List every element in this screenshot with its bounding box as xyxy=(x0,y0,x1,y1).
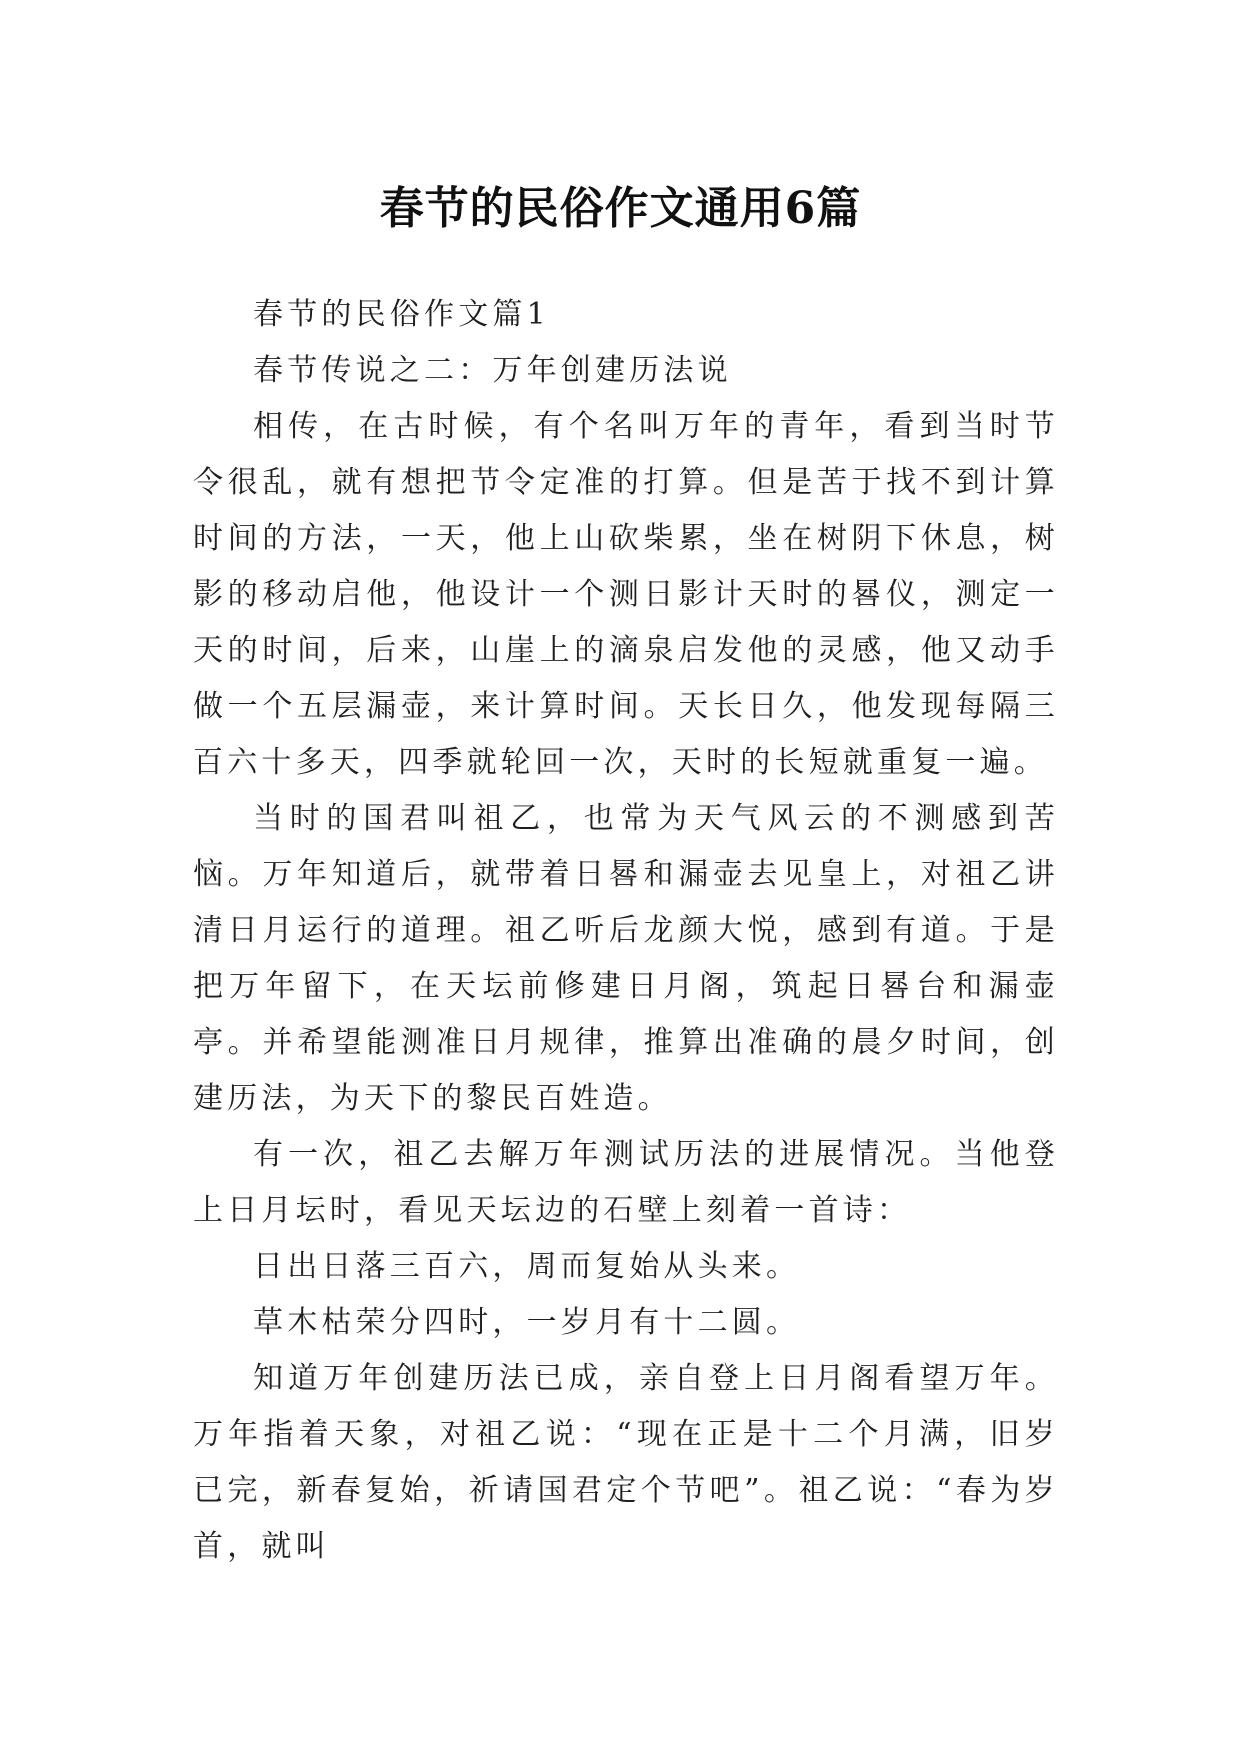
paragraph: 知道万年创建历法已成，亲自登上日月阁看望万年。万年指着天象，对祖乙说：“现在正是十二个月满，旧岁已完，新春复始，祈请国君定个节吧”。祖乙说：“春为岁首，就叫 xyxy=(193,1361,1059,1564)
paragraph: 相传，在古时候，有个名叫万年的青年，看到当时节令很乱，就有想把节令定准的打算。但是苦于找不到计算时间的方法，一天，他上山砍柴累，坐在树阴下休息，树影的移动启他，他设计一个测日影计天时的晷仪，测定一天的时间，后来，山崖上的滴泉启发他的灵感，他又动手做一个五层漏壶，来计算时间。天长日久，他发现每隔三百六十多天，四季就轮回一次，天时的长短就重复一遍。 xyxy=(193,409,1059,780)
subheading: 春节传说之二：万年创建历法说 xyxy=(253,353,732,388)
document-title: 春节的民俗作文通用6篇 xyxy=(379,183,862,235)
document-body xyxy=(193,287,1059,1575)
poem-line: 日出日落三百六，周而复始从头来。 xyxy=(253,1249,801,1284)
paragraph: 有一次，祖乙去解万年测试历法的进展情况。当他登上日月坛时，看见天坛边的石壁上刻着一首诗： xyxy=(193,1137,1059,1228)
section-heading: 春节的民俗作文篇1 xyxy=(253,297,550,332)
paragraph: 当时的国君叫祖乙，也常为天气风云的不测感到苦恼。万年知道后，就带着日晷和漏壶去见皇上，对祖乙讲清日月运行的道理。祖乙听后龙颜大悦，感到有道。于是把万年留下，在天坛前修建日月阁，筑起日晷台和漏壶亭。并希望能测准日月规律，推算出准确的晨夕时间，创建历法，为天下的黎民百姓造。 xyxy=(193,801,1059,1116)
poem-line: 草木枯荣分四时，一岁月有十二圆。 xyxy=(253,1305,801,1340)
